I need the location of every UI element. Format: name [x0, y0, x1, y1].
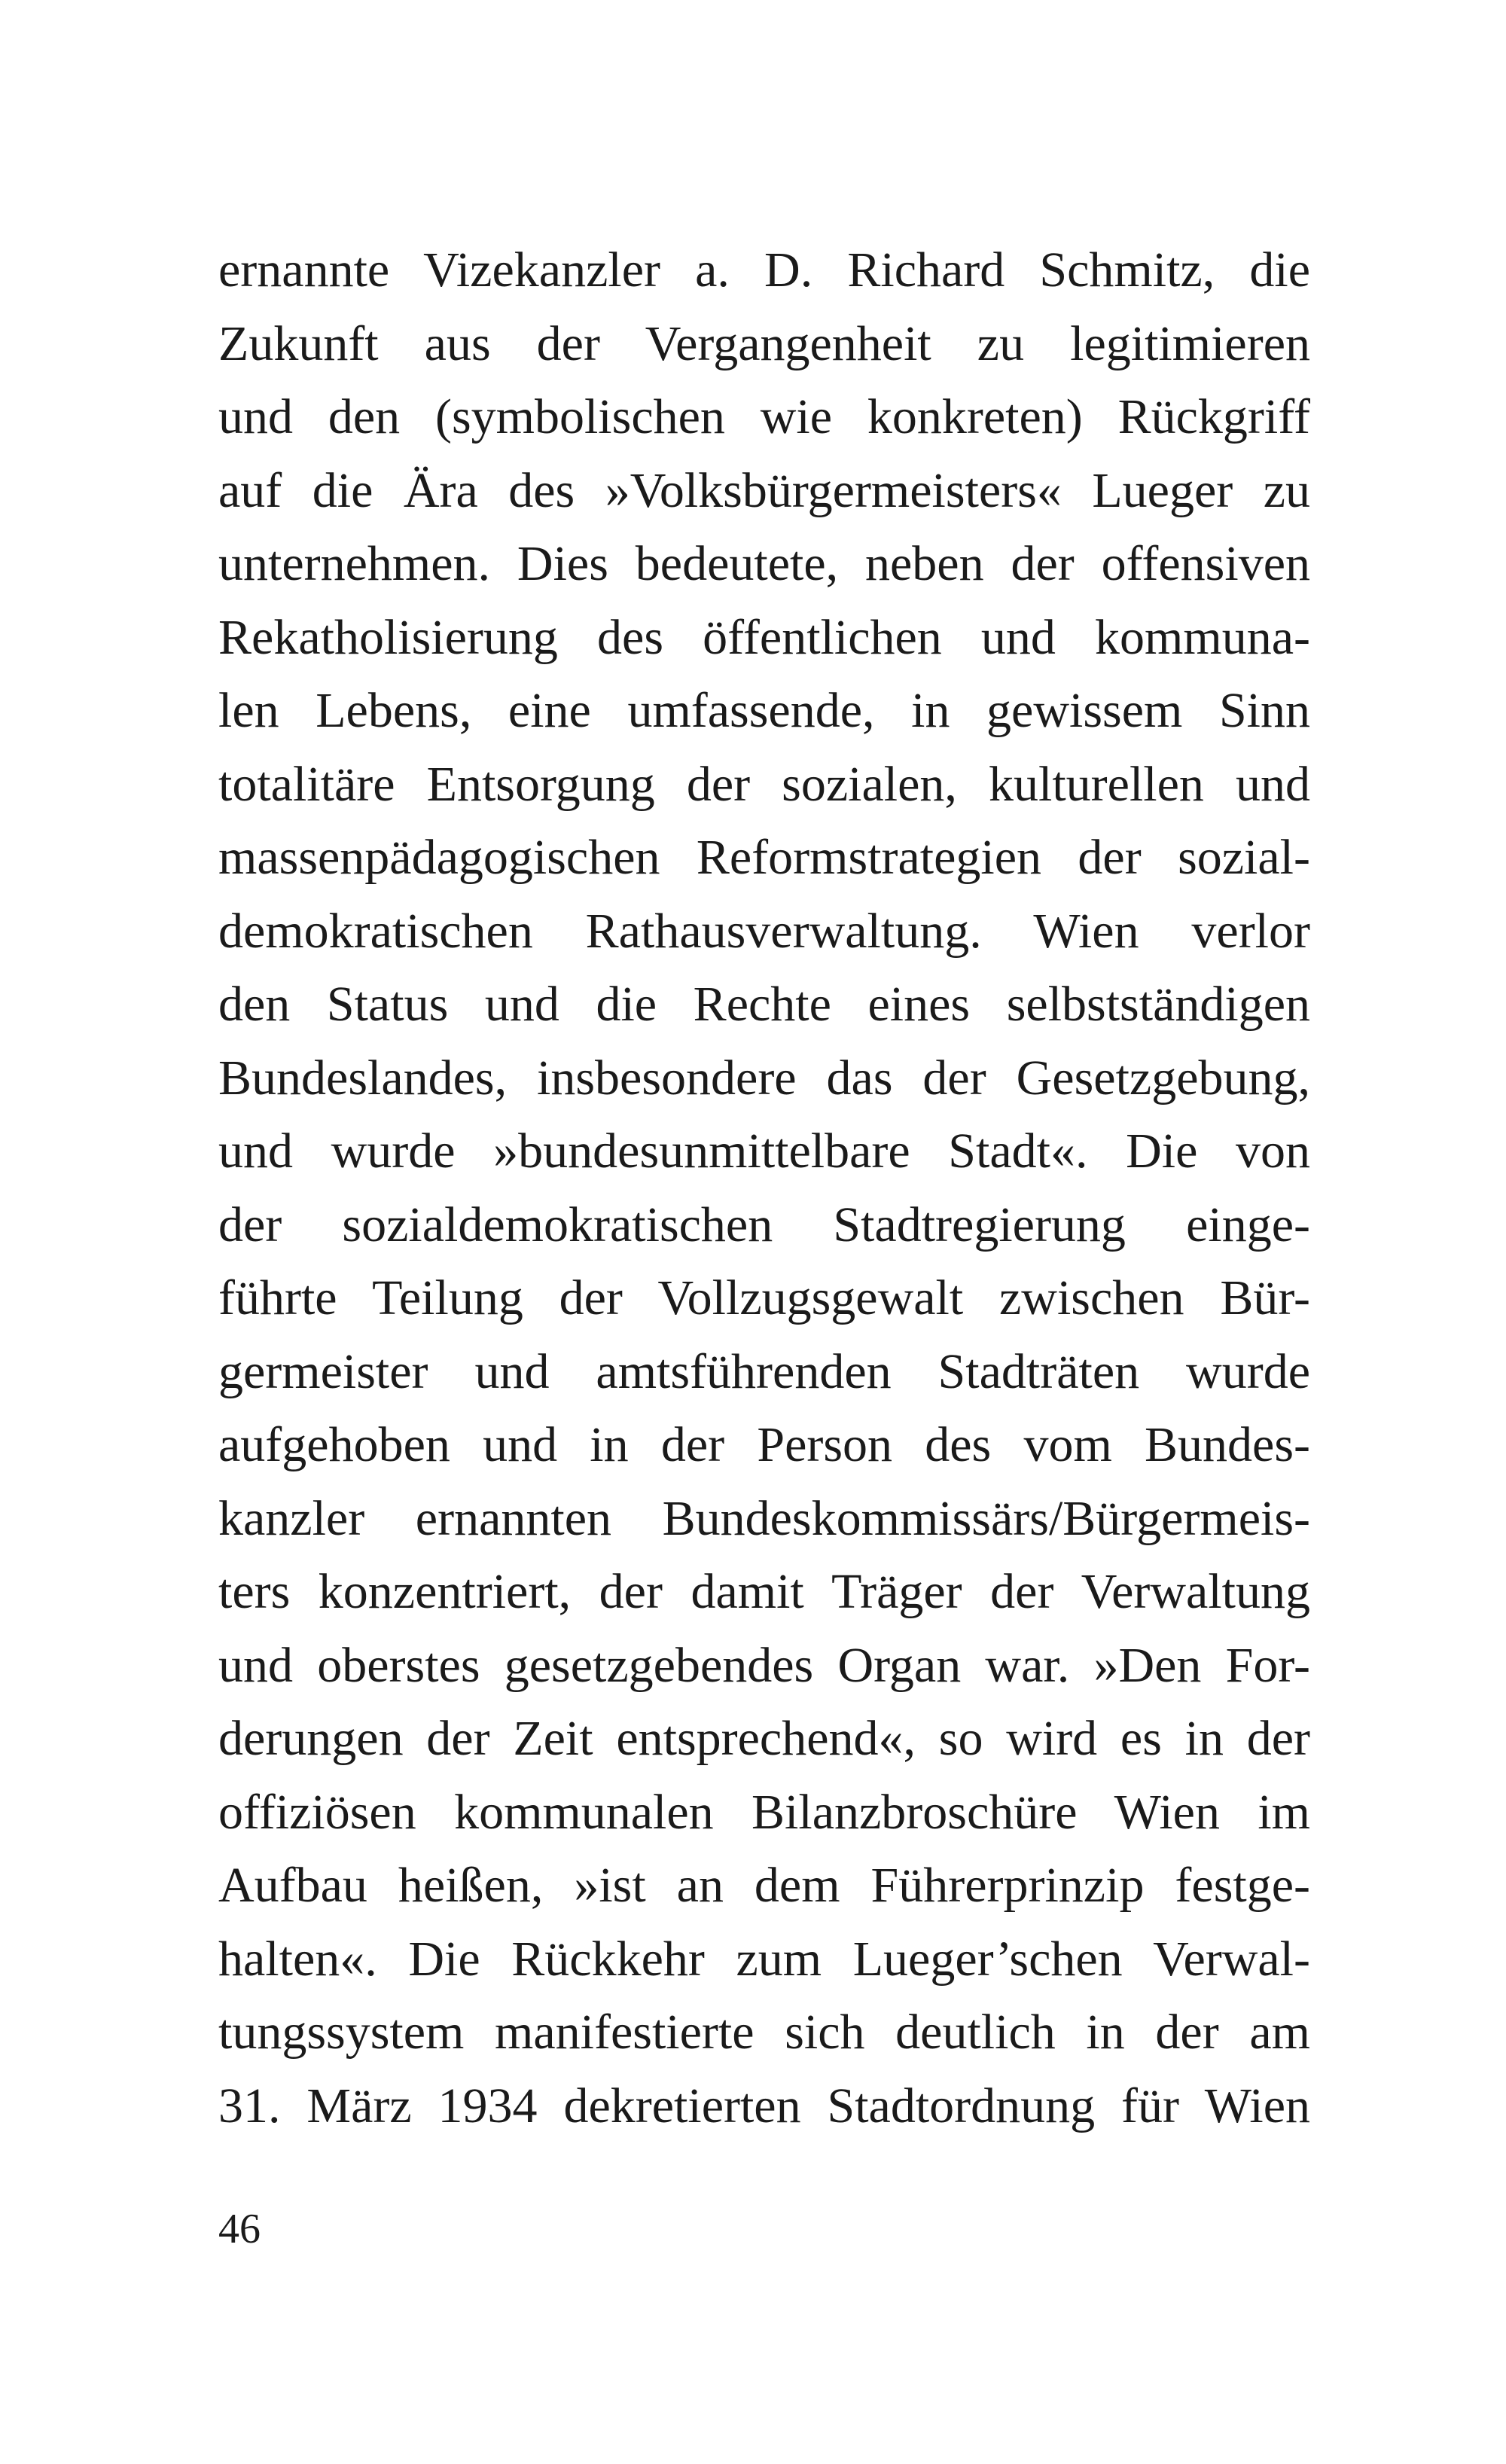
text-line-8: totalitäre Entsorgung der sozialen, kulturellen und — [218, 756, 1310, 812]
text-line-22: offiziösen kommunalen Bilanzbroschüre Wien im — [218, 1784, 1310, 1840]
text-line-9: massenpädagogischen Reformstrategien der sozial- — [218, 830, 1310, 885]
text-line-5: unternehmen. Dies bedeutete, neben der offensiven — [218, 536, 1310, 591]
text-line-7: len Lebens, eine umfassende, in gewissem Sinn — [218, 683, 1310, 738]
text-line-16: germeister und amtsführenden Stadträten wurde — [218, 1343, 1310, 1399]
text-line-25: tungssystem manifestierte sich deutlich in der am — [218, 2005, 1310, 2060]
page-number: 46 — [218, 2206, 261, 2252]
text-line-18: kanzler ernannten Bundeskommissärs/Bürgermeis- — [218, 1490, 1310, 1546]
text-line-1: ernannte Vizekanzler a. D. Richard Schmitz, die — [218, 242, 1310, 297]
text-line-10: demokratischen Rathausverwaltung. Wien verlor — [218, 903, 1310, 959]
body-text — [218, 233, 1310, 2142]
text-line-11: den Status und die Rechte eines selbstständigen — [218, 977, 1310, 1032]
text-line-20: und oberstes gesetzgebendes Organ war. »Den For- — [218, 1637, 1310, 1693]
text-line-13: und wurde »bundesunmittelbare Stadt«. Die von — [218, 1124, 1310, 1179]
text-line-4: auf die Ära des »Volksbürgermeisters« Lueger zu — [218, 462, 1310, 518]
text-line-21: derungen der Zeit entsprechend«, so wird es in der — [218, 1711, 1310, 1766]
text-line-19: ters konzentriert, der damit Träger der Verwaltung — [218, 1564, 1310, 1619]
text-line-15: führte Teilung der Vollzugsgewalt zwischen Bür- — [218, 1270, 1310, 1325]
text-line-6: Rekatholisierung des öffentlichen und kommuna- — [218, 609, 1310, 665]
text-line-12: Bundeslandes, insbesondere das der Gesetzgebung, — [218, 1050, 1310, 1105]
text-line-26: 31. März 1934 dekretierten Stadtordnung für Wien — [218, 2078, 1310, 2133]
text-line-23: Aufbau heißen, »ist an dem Führerprinzip festge- — [218, 1858, 1310, 1913]
text-line-3: und den (symbolischen wie konkreten) Rückgriff — [218, 389, 1310, 444]
text-line-2: Zukunft aus der Vergangenheit zu legitimieren — [218, 316, 1310, 371]
text-line-17: aufgehoben und in der Person des vom Bundes- — [218, 1417, 1310, 1472]
text-line-24: halten«. Die Rückkehr zum Lueger’schen Verwal- — [218, 1931, 1310, 1987]
text-line-14: der sozialdemokratischen Stadtregierung einge- — [218, 1197, 1310, 1252]
